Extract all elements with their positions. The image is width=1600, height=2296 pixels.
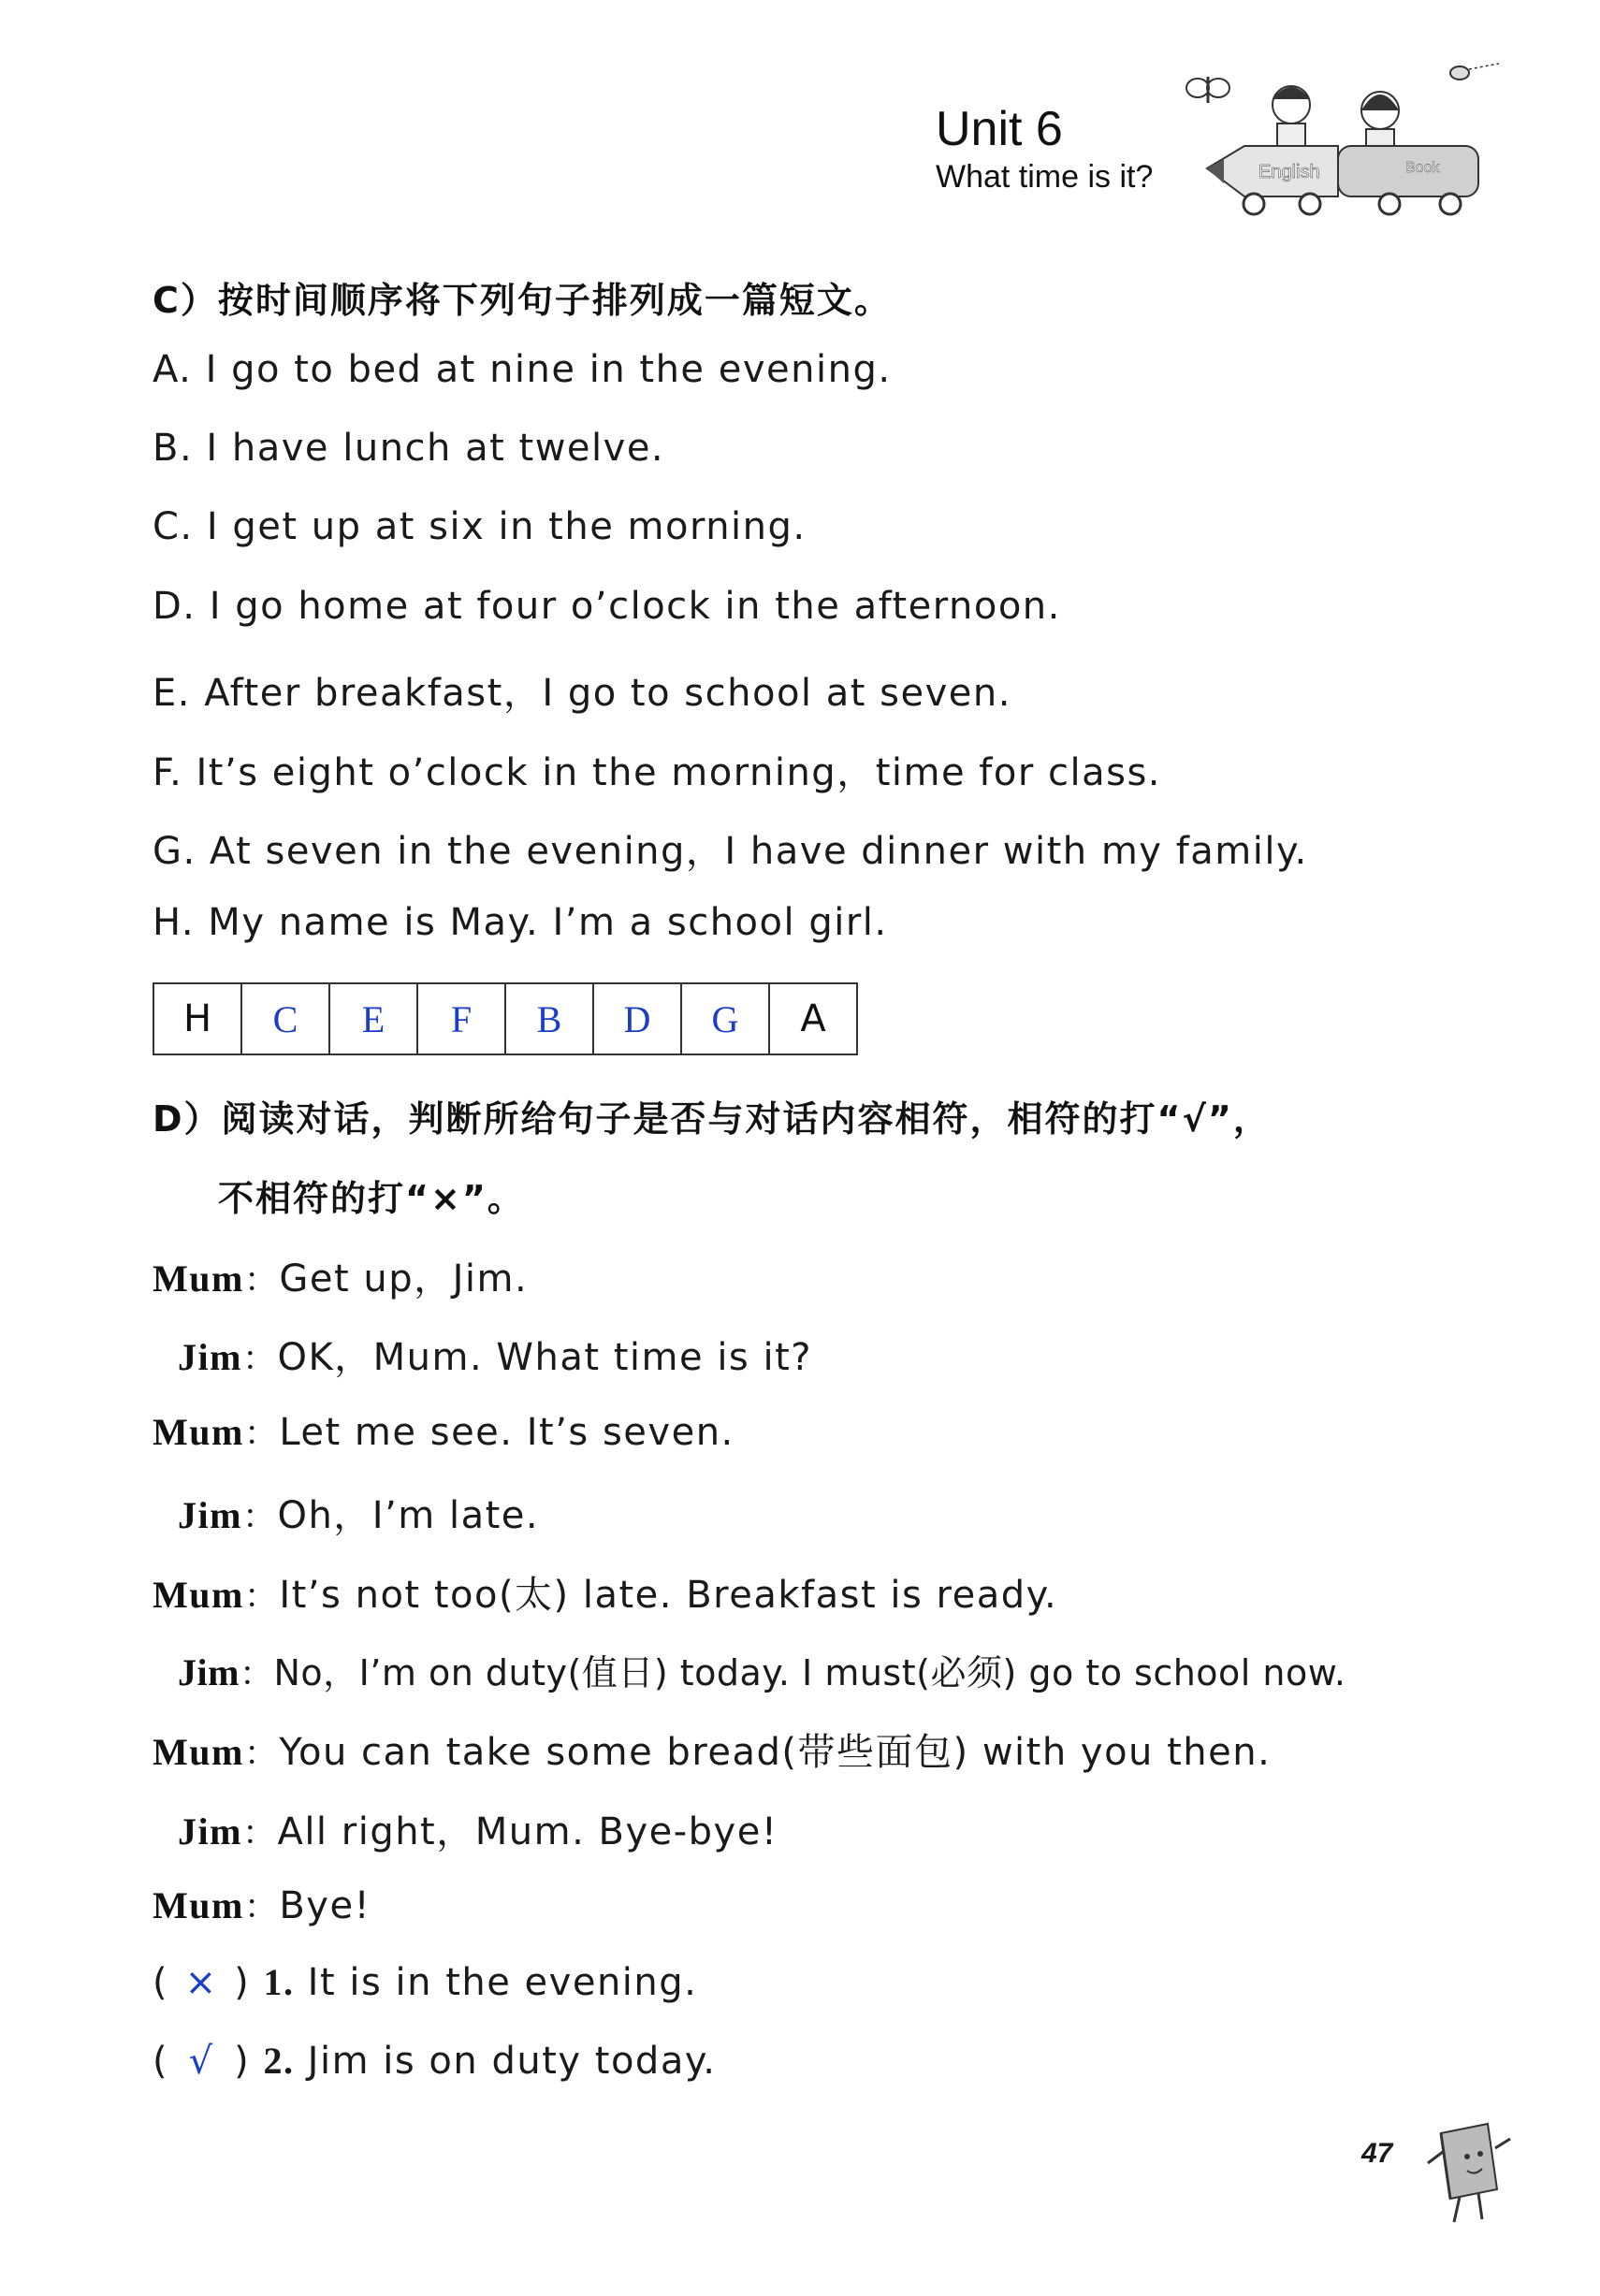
dialogue-text: Bye!: [279, 1884, 371, 1927]
question-number: 1.: [263, 1961, 295, 2003]
sentence-g: G. At seven in the evening，I have dinner with my family.: [153, 830, 1308, 873]
page-number: 47: [1361, 2138, 1393, 2169]
dialogue-text: OK，Mum. What time is it?: [277, 1336, 813, 1379]
bee-icon: [1450, 64, 1499, 80]
speaker-name: Jim: [178, 1494, 242, 1536]
dialogue-line: Mum：Let me see. It’s seven.: [153, 1411, 735, 1454]
dialogue-text: Get up，Jim.: [279, 1257, 529, 1301]
speaker-name: Mum: [153, 1257, 244, 1300]
sentence-e: E. After breakfast，I go to school at seven.: [153, 672, 1011, 715]
sentence-h: H. My name is May. I’m a school girl.: [153, 901, 888, 944]
dialogue-text: You can take some bread(带些面包) with you then.: [279, 1731, 1272, 1774]
answer-cell[interactable]: B: [505, 983, 593, 1054]
unit-title: Unit 6: [936, 102, 1063, 156]
speaker-name: Jim: [178, 1336, 242, 1378]
section-c-heading: C）按时间顺序将下列句子排列成一篇短文。: [153, 280, 892, 321]
kids-pencil-car-illustration: [1170, 56, 1506, 225]
question-number: 2.: [263, 2040, 295, 2082]
dialogue-text: Oh，I’m late.: [277, 1494, 540, 1537]
dialogue-text: It’s not too(太) late. Breakfast is ready.: [279, 1574, 1058, 1617]
sentence-d: D. I go home at four o’clock in the afternoon.: [153, 585, 1061, 628]
dialogue-text: Let me see. It’s seven.: [279, 1411, 735, 1454]
speaker-name: Mum: [153, 1731, 244, 1773]
answer-cell[interactable]: F: [417, 983, 505, 1054]
butterfly-icon: [1186, 77, 1229, 103]
answer-mark[interactable]: √: [188, 2040, 214, 2083]
judge-question: ( × ) 1. It is in the evening.: [153, 1961, 698, 2004]
answer-cell: A: [769, 983, 857, 1054]
speaker-name: Jim: [178, 1651, 240, 1693]
sentence-b: B. I have lunch at twelve.: [153, 427, 665, 470]
section-d-heading-line1: D）阅读对话，判断所给句子是否与对话内容相符，相符的打“√”，: [153, 1098, 1271, 1140]
dialogue-line: Jim：No，I’m on duty(值日) today. I must(必须) go to school now.: [178, 1651, 1346, 1693]
dialogue-line: Jim：OK，Mum. What time is it?: [178, 1336, 813, 1379]
speaker-name: Jim: [178, 1810, 242, 1853]
boy-figure: [1273, 86, 1310, 148]
dialogue-text: No，I’m on duty(值日) today. I must(必须) go to school now.: [273, 1652, 1346, 1693]
judge-question: ( √ ) 2. Jim is on duty today.: [153, 2040, 717, 2083]
dialogue-line: Mum：Get up，Jim.: [153, 1257, 529, 1301]
answer-cell: H: [153, 983, 241, 1054]
order-answer-table: [153, 982, 858, 1055]
speaker-name: Mum: [153, 1884, 244, 1926]
dialogue-line: Mum：You can take some bread(带些面包) with you then.: [153, 1731, 1272, 1774]
dialogue-line: Mum：It’s not too(太) late. Breakfast is ready.: [153, 1574, 1058, 1617]
answer-cell[interactable]: D: [593, 983, 681, 1054]
question-text: Jim is on duty today.: [307, 2040, 717, 2083]
speaker-name: Mum: [153, 1574, 244, 1616]
sentence-c: C. I get up at six in the morning.: [153, 505, 807, 548]
car-label-book: Book: [1405, 160, 1440, 176]
dialogue-line: Jim：Oh，I’m late.: [178, 1494, 540, 1537]
car-label-english: English: [1258, 162, 1320, 182]
dialogue-line: Mum：Bye!: [153, 1884, 371, 1927]
book-mascot-icon: [1422, 2114, 1516, 2236]
speaker-name: Mum: [153, 1411, 244, 1453]
answer-cell[interactable]: E: [329, 983, 417, 1054]
dialogue-text: All right，Mum. Bye-bye!: [277, 1810, 778, 1853]
girl-figure: [1361, 92, 1399, 150]
unit-subtitle: What time is it?: [936, 159, 1154, 195]
question-text: It is in the evening.: [307, 1961, 698, 2004]
dialogue-line: Jim：All right，Mum. Bye-bye!: [178, 1810, 778, 1853]
answer-cell[interactable]: G: [681, 983, 769, 1054]
sentence-a: A. I go to bed at nine in the evening.: [153, 348, 892, 391]
sentence-f: F. It’s eight o’clock in the morning，time for class.: [153, 751, 1161, 794]
pencil-car-icon: [1207, 146, 1478, 214]
answer-cell[interactable]: C: [241, 983, 329, 1054]
answer-mark[interactable]: ×: [184, 1961, 218, 2004]
section-d-heading-line2: 不相符的打“×”。: [218, 1178, 525, 1219]
